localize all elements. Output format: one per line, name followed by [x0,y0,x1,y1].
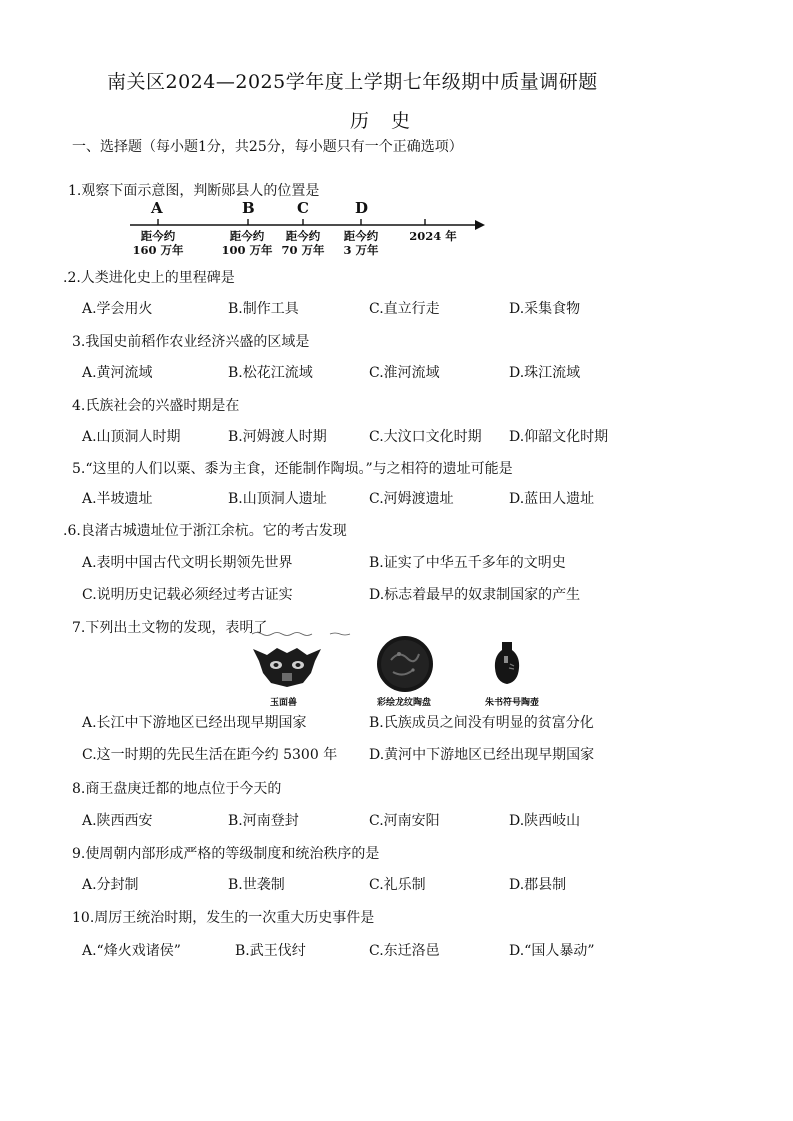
question-5-option-d[interactable]: D.蓝田人遗址 [509,491,595,507]
question-8-stem: 8.商王盘庚迁都的地点位于今天的 [72,781,282,797]
question-4-option-b[interactable]: B.河姆渡人时期 [228,429,327,445]
question-6-stem: .6.良渚古城遗址位于浙江余杭。它的考古发现 [63,523,347,539]
question-3-option-a[interactable]: A.黄河流域 [82,365,153,381]
timeline-label-a: 距今约 160 万年 [132,229,184,257]
question-8-option-d[interactable]: D.陕西岐山 [509,813,581,829]
question-2-stem: .2.人类进化史上的里程碑是 [63,270,235,286]
question-4-stem: 4.氏族社会的兴盛时期是在 [72,398,240,414]
artifact-label-2: 彩绘龙纹陶盘 [377,698,432,708]
question-10-stem: 10.周厉王统治时期，发生的一次重大历史事件是 [72,910,375,926]
question-3-stem: 3.我国史前稻作农业经济兴盛的区域是 [72,334,310,350]
question-7-option-b[interactable]: B.氏族成员之间没有明显的贫富分化 [369,715,594,731]
question-9-option-c[interactable]: C.礼乐制 [369,877,426,893]
jade-beast-face-image [249,643,325,689]
question-4-option-d[interactable]: D.仰韶文化时期 [509,429,609,445]
handwritten-squiggle [250,630,360,638]
question-9-option-a[interactable]: A.分封制 [82,877,139,893]
timeline-mark-c: C [297,199,309,217]
question-9-option-d[interactable]: D.郡县制 [509,877,567,893]
timeline-mark-b: B [242,199,255,217]
timeline-label-b: 距今约 100 万年 [221,229,273,257]
question-6-option-a[interactable]: A.表明中国古代文明长期领先世界 [82,555,293,571]
question-9-stem: 9.使周朝内部形成严格的等级制度和统治秩序的是 [72,846,380,862]
question-2-option-d[interactable]: D.采集食物 [509,301,581,317]
question-7-stem: 7.下列出土文物的发现，表明了 [72,620,268,636]
timeline-mark-a: A [151,199,163,217]
question-5-option-a[interactable]: A.半坡遗址 [82,491,153,507]
artifact-label-1: 玉面兽 [270,698,298,708]
subject-title: 历 史 [350,110,419,132]
question-5-option-c[interactable]: C.河姆渡遗址 [369,491,454,507]
question-8-option-c[interactable]: C.河南安阳 [369,813,440,829]
artifact-label-3: 朱书符号陶壶 [485,698,540,708]
section-heading: 一、选择题（每小题1分，共25分，每小题只有一个正确选项） [72,139,463,155]
question-3-option-b[interactable]: B.松花江流域 [228,365,313,381]
question-10-option-a[interactable]: A.“烽火戏诸侯” [82,943,181,959]
question-8-option-b[interactable]: B.河南登封 [228,813,299,829]
question-7-option-a[interactable]: A.长江中下游地区已经出现早期国家 [82,715,307,731]
question-5-stem: 5.“这里的人们以粟、黍为主食，还能制作陶埙。”与之相符的遗址可能是 [72,461,513,477]
question-1-stem: 1.观察下面示意图，判断郧县人的位置是 [68,183,320,199]
timeline-mark-d: D [355,199,369,217]
question-9-option-b[interactable]: B.世袭制 [228,877,285,893]
question-10-option-b[interactable]: B.武王伐纣 [235,943,306,959]
vermilion-pot-image [492,638,522,686]
exam-title: 南关区2024—2025学年度上学期七年级期中质量调研题 [107,71,598,93]
question-7-option-c[interactable]: C.这一时期的先民生活在距今约 5300 年 [82,747,338,763]
question-10-option-d[interactable]: D.“国人暴动” [509,943,595,959]
question-2-option-a[interactable]: A.学会用火 [82,301,153,317]
question-2-option-c[interactable]: C.直立行走 [369,301,440,317]
painted-dragon-plate-image [375,634,435,694]
question-5-option-b[interactable]: B.山顶洞人遗址 [228,491,327,507]
question-3-option-d[interactable]: D.珠江流域 [509,365,581,381]
question-4-option-c[interactable]: C.大汶口文化时期 [369,429,482,445]
question-6-option-b[interactable]: B.证实了中华五千多年的文明史 [369,555,566,571]
question-4-option-a[interactable]: A.山顶洞人时期 [82,429,181,445]
question-6-option-c[interactable]: C.说明历史记载必须经过考古证实 [82,587,293,603]
question-6-option-d[interactable]: D.标志着最早的奴隶制国家的产生 [369,587,581,603]
timeline-label-d: 距今约 3 万年 [343,229,379,257]
timeline-label-c: 距今约 70 万年 [281,229,325,257]
question-10-option-c[interactable]: C.东迁洛邑 [369,943,440,959]
question-3-option-c[interactable]: C.淮河流域 [369,365,440,381]
question-2-option-b[interactable]: B.制作工具 [228,301,299,317]
question-8-option-a[interactable]: A.陕西西安 [82,813,153,829]
timeline-label-2024: 2024 年 [409,229,457,243]
question-7-option-d[interactable]: D.黄河中下游地区已经出现早期国家 [369,747,595,763]
